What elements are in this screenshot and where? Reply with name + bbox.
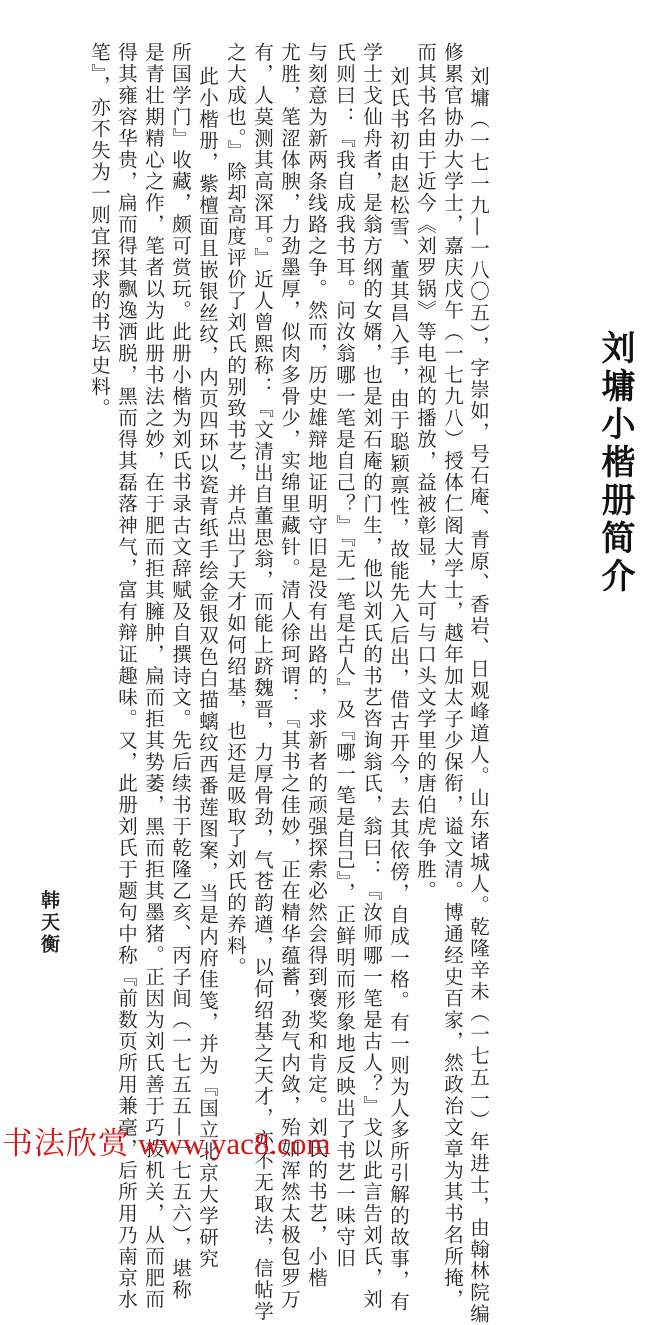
text-column-10: 之大成也。』除却高度评价了刘氏的别致书艺，并点出了天才如何绍基，也还是吸取了刘氏的养料。 — [224, 42, 247, 979]
text-column-8: 尤胜，笔涩体腴，力劲墨厚，似肉多骨少，实绵里藏针。清人徐珂谓：『其书之佳妙，正在精华蕴蓄，劲气内敛，殆如浑然太极包罗万 — [278, 42, 301, 1311]
watermark — [2, 1118, 331, 1163]
text-column-2: 修累官协办大学士，嘉庆戊午（一七九八）授体仁阁大学士，越年加太子少保衔，谥文清。博通经史百家，然政治文章为其书名所掩， — [441, 42, 464, 1311]
author-signature: 韩天衡 — [38, 890, 60, 956]
text-column-14: 得其雍容华贵，扁而得其飘逸洒脱，黑而得其磊落神气，富有辩证趣味。又，此册刘氏于题句中称『前数页所用兼毫，后所用乃南京水 — [115, 42, 138, 1311]
text-column-3: 而其书名由于近今《刘罗锅》等电视的播放，益被彰显，大可与口头文学里的唐伯虎争胜。 — [414, 42, 437, 902]
text-column-7: 与刻意为新两条线路之争。然而，历史雄辩地证明守旧是没有出路的，求新者的顽强探索必然会得到褒奖和肯定。刘氏的书艺，小楷 — [305, 42, 328, 1289]
text-column-9: 有，人莫测其高深耳。』近人曾熙称：『文清出自董思翁，而能上跻魏晋，力厚骨劲，气苍韵遒，以何绍基之天才，亦不无取法，信帖学 — [251, 42, 274, 1323]
text-column-1: 刘墉（一七一九—一八〇五），字崇如，号石庵、青原、香岩、日观峰道人。山东诸城人。乾隆辛未（一七五一）年进士，由翰林院编 — [467, 66, 490, 1325]
watermark-site-name: 书法欣赏 — [2, 1126, 130, 1162]
text-column-15: 笔』，亦不失为一则宜探求的书坛史料。 — [88, 42, 111, 420]
watermark-url: www.yac8.com — [138, 1126, 331, 1161]
text-column-12: 所国学门』收藏，颇可赏玩。此册小楷为刘氏书录古文辞赋及自撰诗文。先后续书于乾隆乙亥、丙子间（一七五五—一七五六），堪称 — [169, 42, 192, 1301]
text-column-4: 刘氏书初由赵松雪、董其昌入手，由于聪颖禀性，故能先入后出，借古开今，去其依傍，自成一格。有一则为人多所引解的故事，有 — [387, 66, 410, 1313]
text-column-11: 此小楷册，紫檀面且嵌银丝纹，内页四环以瓷青纸手绘金银双色白描螭纹西番莲图案，当是内府佳笺，并为『国立北京大学研究 — [196, 66, 219, 1270]
text-column-6: 氏则曰：『我自成我书耳。问汝翁哪一笔是自己？』『无一笔是古人』及『哪一笔是自己』，正鲜明而形象地反映出了书艺一味守旧 — [333, 42, 356, 1270]
page-title: 刘墉小楷册简介 — [595, 330, 635, 596]
text-column-13: 是青壮期精心之作，笔者以为此册书法之妙，在于肥而拒其臃肿，扁而拒其势萎，黑而拒其墨猪。正因为刘氏善于巧拨机关，从而肥而 — [142, 42, 165, 1311]
text-column-5: 学士戈仙舟者，是翁方纲的女婿，也是刘石庵的门生，他以刘氏的书艺咨询翁氏，翁曰：『汝师哪一笔是古人？』戈以此言告刘氏，刘 — [360, 42, 383, 1311]
